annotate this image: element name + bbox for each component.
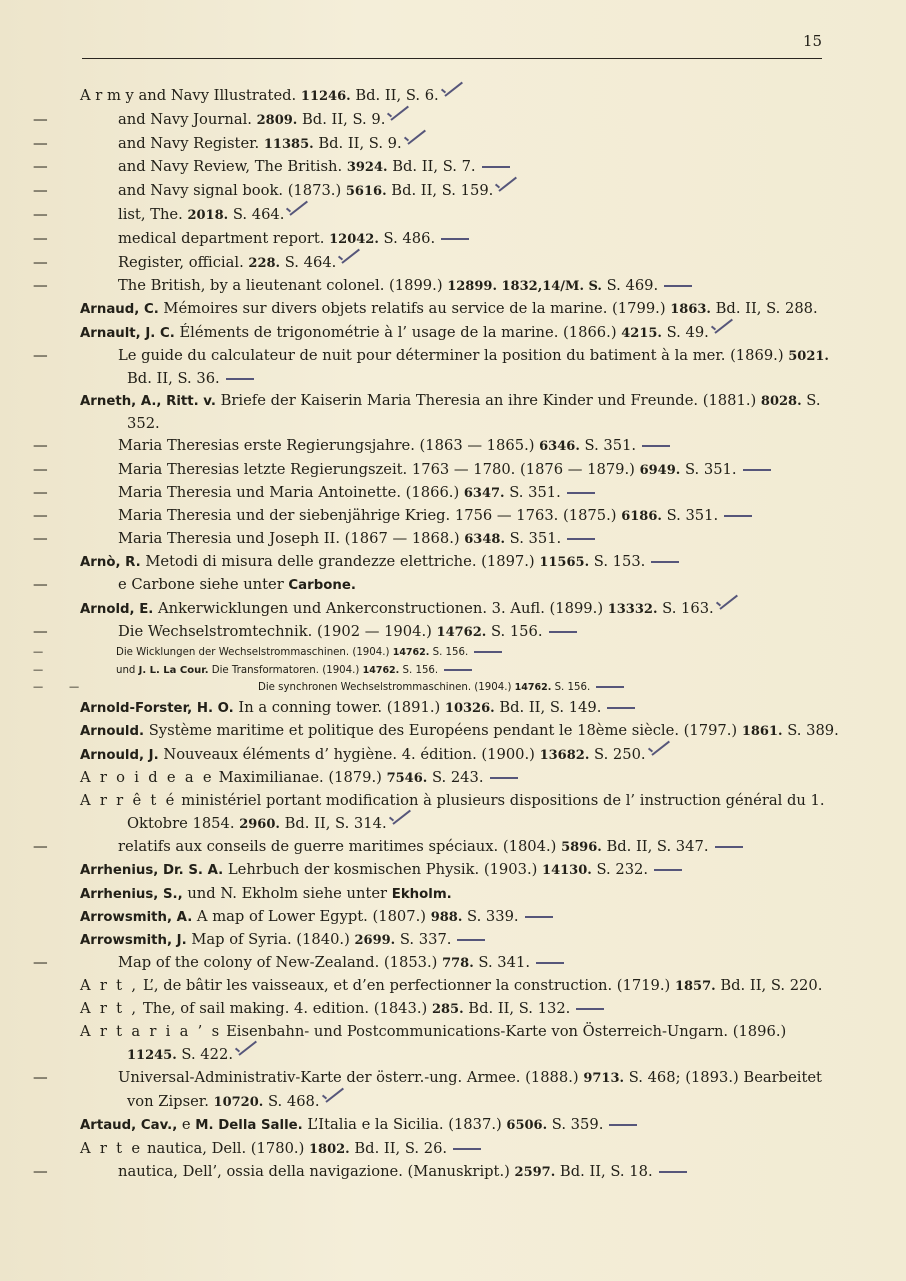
- checkmark-icon: [385, 108, 413, 124]
- pen-stroke-icon: [536, 962, 564, 964]
- entry-arnaud: Arnaud, C. Mémoires sur divers objets relatifs au service de la marine. (1799.) 1863. Bd. II, S. 288.: [80, 299, 818, 317]
- entry-arno-1: Arnò, R. Metodi di misura delle grandezze elettriche. (1897.) 11565. S. 153.: [80, 551, 840, 574]
- checkmark-icon: [284, 203, 312, 219]
- pen-stroke-icon: [743, 469, 771, 471]
- page-number: 15: [803, 32, 823, 50]
- entry-army-register: — and Navy Register. 11385. Bd. II, S. 9.: [80, 132, 840, 156]
- entry-arrhenius-1: Arrhenius, Dr. S. A. Lehrbuch der kosmischen Physik. (1903.) 14130. S. 232.: [80, 859, 840, 882]
- entry-army-signal-book: — and Navy signal book. (1873.) 5616. Bd. II, S. 159.: [80, 179, 840, 203]
- pen-stroke-icon: [651, 561, 679, 563]
- header-rule: [82, 58, 822, 59]
- entry-army-journal: — and Navy Journal. 2809. Bd. II, S. 9.: [80, 108, 840, 132]
- checkmark-icon: [493, 179, 521, 195]
- pen-stroke-icon: [654, 869, 682, 871]
- pen-stroke-icon: [457, 939, 485, 941]
- checkmark-icon: [320, 1090, 348, 1106]
- pen-stroke-icon: [482, 166, 510, 168]
- entry-army-review: — and Navy Review, The British. 3924. Bd. II, S. 7.: [80, 156, 840, 179]
- checkmark-icon: [233, 1043, 261, 1059]
- pen-stroke-icon: [549, 631, 577, 633]
- pen-stroke-icon: [609, 1124, 637, 1126]
- entry-arte-2: — nautica, Dell’, ossia della navigazione. (Manuskript.) 2597. Bd. II, S. 18.: [80, 1161, 840, 1184]
- entry-artaria-1: A r t a r i a ’ s Eisenbahn- und Postcommunications-Karte von Österreich-Ungarn. (1896.) 11245. S. 422.: [80, 1023, 787, 1064]
- pen-stroke-icon: [715, 846, 743, 848]
- pen-stroke-icon: [453, 1148, 481, 1150]
- pen-stroke-icon: [441, 238, 469, 240]
- entry-arrhenius-2: Arrhenius, S., und N. Ekholm siehe unter Ekholm.: [80, 884, 452, 902]
- checkmark-icon: [714, 597, 742, 613]
- pen-stroke-icon: [659, 1171, 687, 1173]
- checkmark-icon: [439, 84, 467, 100]
- entry-arnold-4: — und J. L. La Cour. Die Transformatoren. (1904.) 14762. S. 156.: [80, 662, 840, 680]
- entry-arrowsmith-3: — Map of the colony of New-Zealand. (1853.) 778. S. 341.: [80, 952, 840, 975]
- pen-stroke-icon: [607, 707, 635, 709]
- checkmark-icon: [336, 251, 364, 267]
- pen-stroke-icon: [724, 515, 752, 517]
- entry-arneth-3: — Maria Theresias letzte Regierungszeit. 1763 — 1780. (1876 — 1879.) 6949. S. 351.: [80, 459, 840, 482]
- entry-arno-2: — e Carbone siehe unter Carbone.: [33, 575, 356, 593]
- entry-army-british: — The British, by a lieutenant colonel. (1899.) 12899. 1832,14/M. S. S. 469.: [80, 275, 840, 298]
- pen-stroke-icon: [596, 686, 624, 688]
- entry-arnold-1: Arnold, E. Ankerwicklungen und Ankerconstructionen. 3. Aufl. (1899.) 13332. S. 163.: [80, 597, 840, 621]
- entry-arnold-forster: Arnold-Forster, H. O. In a conning tower. (1891.) 10326. Bd. II, S. 149.: [80, 697, 840, 720]
- entry-arnold-5: — — Die synchronen Wechselstrommaschinen. (1904.) 14762. S. 156.: [80, 679, 840, 697]
- entry-arnold-2: — Die Wechselstromtechnik. (1902 — 1904.) 14762. S. 156.: [80, 621, 840, 644]
- entry-arnault-1: Arnault, J. C. Éléments de trigonométrie à l’ usage de la marine. (1866.) 4215. S. 49.: [80, 321, 840, 345]
- pen-stroke-icon: [525, 916, 553, 918]
- entry-arrowsmith-2: Arrowsmith, J. Map of Syria. (1840.) 2699. S. 337.: [80, 929, 840, 952]
- entry-arneth-4: — Maria Theresia und Maria Antoinette. (1866.) 6347. S. 351.: [80, 482, 840, 505]
- pen-stroke-icon: [642, 445, 670, 447]
- pen-stroke-icon: [567, 492, 595, 494]
- entry-arte-1: A r t e nautica, Dell. (1780.) 1802. Bd. II, S. 26.: [80, 1138, 840, 1161]
- entry-arnold-3: — Die Wicklungen der Wechselstrommaschinen. (1904.) 14762. S. 156.: [80, 644, 840, 662]
- entry-arneth-2: — Maria Theresias erste Regierungsjahre. (1863 — 1865.) 6346. S. 351.: [80, 435, 840, 458]
- entry-arneth-5: — Maria Theresia und der siebenjährige Krieg. 1756 — 1763. (1875.) 6186. S. 351.: [80, 505, 840, 528]
- entry-arnault-2: — Le guide du calculateur de nuit pour déterminer la position du batiment à la mer. (1869.) 5021. Bd. II, S. 36.: [33, 347, 829, 388]
- pen-stroke-icon: [444, 669, 472, 671]
- pen-stroke-icon: [567, 538, 595, 540]
- pen-stroke-icon: [474, 651, 502, 653]
- entry-arnould-2: Arnould, J. Nouveaux éléments d’ hygiène. 4. édition. (1900.) 13682. S. 250.: [80, 743, 840, 767]
- entry-arrowsmith-1: Arrowsmith, A. A map of Lower Egypt. (1807.) 988. S. 339.: [80, 906, 840, 929]
- pen-stroke-icon: [664, 285, 692, 287]
- catalog-entries: [33, 84, 840, 1184]
- checkmark-icon: [646, 743, 674, 759]
- entry-art-1: A r t , L’, de bâtir les vaisseaux, et d’en perfectionner la construction. (1719.) 1857. Bd. II, S. 220.: [80, 976, 823, 994]
- entry-aroideae: A r o i d e a e Maximilianae. (1879.) 7546. S. 243.: [80, 767, 840, 790]
- checkmark-icon: [709, 321, 737, 337]
- entry-art-2: A r t , The, of sail making. 4. edition. (1843.) 285. Bd. II, S. 132.: [80, 998, 840, 1021]
- entry-arneth-6: — Maria Theresia und Joseph II. (1867 — 1868.) 6348. S. 351.: [80, 528, 840, 551]
- checkmark-icon: [387, 812, 415, 828]
- entry-arrete-2: — relatifs aux conseils de guerre maritimes spéciaux. (1804.) 5896. Bd. II, S. 347.: [80, 836, 840, 859]
- checkmark-icon: [402, 132, 430, 148]
- entry-artaud: Artaud, Cav., e M. Della Salle. L’Italia e la Sicilia. (1837.) 6506. S. 359.: [80, 1114, 840, 1137]
- entry-arneth-1: Arneth, A., Ritt. v. Briefe der Kaiserin Maria Theresia an ihre Kinder und Freunde. (1881.) 8028. S. 352.: [80, 392, 821, 433]
- entry-arrete-1: A r r ê t é ministériel portant modification à plusieurs dispositions de l’ instruction général du 1. Oktobre 1854. 2960. Bd. II, S. 314.: [80, 792, 825, 833]
- pen-stroke-icon: [226, 378, 254, 380]
- entry-artaria-2: — Universal-Administrativ-Karte der österr.-ung. Armee. (1888.) 9713. S. 468; (1893.) Bearbeitet von Zipser. 10720. S. 468.: [33, 1069, 822, 1111]
- entry-arnould-1: Arnould. Système maritime et politique des Européens pendant le 18ème siècle. (1797.) 1861. S. 389.: [80, 721, 839, 739]
- entry-army-medical: — medical department report. 12042. S. 486.: [80, 228, 840, 251]
- entry-army-illustrated: A r m y and Navy Illustrated. 11246. Bd. II, S. 6.: [80, 84, 840, 108]
- entry-army-list: — list, The. 2018. S. 464.: [80, 203, 840, 227]
- entry-army-register-official: — Register, official. 228. S. 464.: [80, 251, 840, 275]
- pen-stroke-icon: [576, 1008, 604, 1010]
- pen-stroke-icon: [490, 777, 518, 779]
